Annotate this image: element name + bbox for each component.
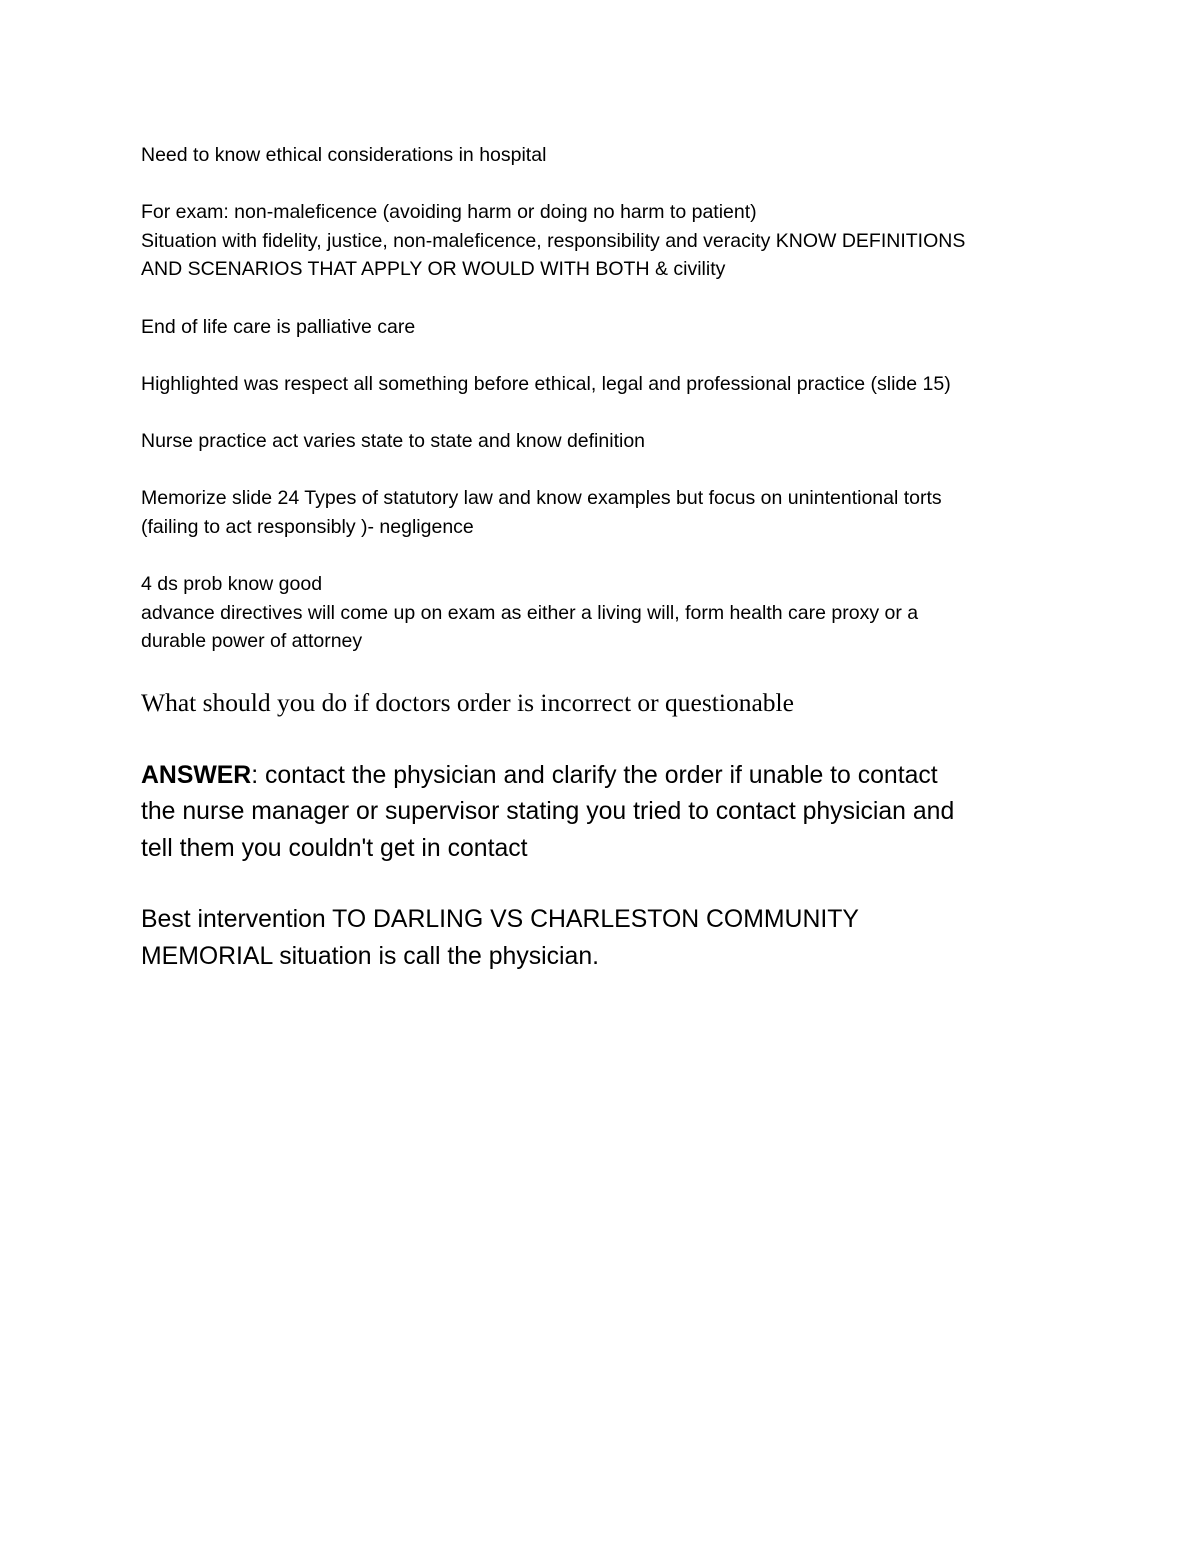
answer-label: ANSWER <box>141 761 252 789</box>
text-line-situation-1: Situation with fidelity, justice, non-maleficence, responsibility and veracity KNOW DEFINITIONS <box>141 229 966 252</box>
text-line-memorize-2: (failing to act responsibly )- negligence <box>141 515 474 538</box>
text-line-situation-2: AND SCENARIOS THAT APPLY OR WOULD WITH BOTH & civility <box>141 258 726 281</box>
best-intervention-line-1: Best intervention TO DARLING VS CHARLESTON COMMUNITY <box>141 906 859 934</box>
answer-line-2: the nurse manager or supervisor stating you tried to contact physician and <box>141 798 955 826</box>
text-line-for-exam: For exam: non-maleficence (avoiding harm or doing no harm to patient) <box>141 201 757 224</box>
text-line-end-of-life: End of life care is palliative care <box>141 315 416 338</box>
text-line-ethical-considerations: Need to know ethical considerations in hospital <box>141 144 547 166</box>
answer-line-1 <box>141 758 1061 795</box>
question-heading: What should you do if doctors order is incorrect or questionable <box>141 687 794 717</box>
document-body <box>141 141 1061 975</box>
text-line-advance-directives-1: advance directives will come up on exam as either a living will, form health care proxy or a <box>141 601 919 624</box>
best-intervention-line-2: MEMORIAL situation is call the physician. <box>141 942 600 970</box>
text-line-advance-directives-2: durable power of attorney <box>141 630 363 653</box>
text-line-4-ds: 4 ds prob know good <box>141 572 323 595</box>
answer-line-3: tell them you couldn't get in contact <box>141 834 528 862</box>
answer-text-1: : contact the physician and clarify the order if unable to contact <box>251 761 938 789</box>
text-line-memorize-1: Memorize slide 24 Types of statutory law and know examples but focus on unintentional torts <box>141 487 942 510</box>
text-line-nurse-practice-act: Nurse practice act varies state to state and know definition <box>141 429 646 452</box>
text-line-highlighted: Highlighted was respect all something before ethical, legal and professional practice (slide 15) <box>141 372 951 395</box>
